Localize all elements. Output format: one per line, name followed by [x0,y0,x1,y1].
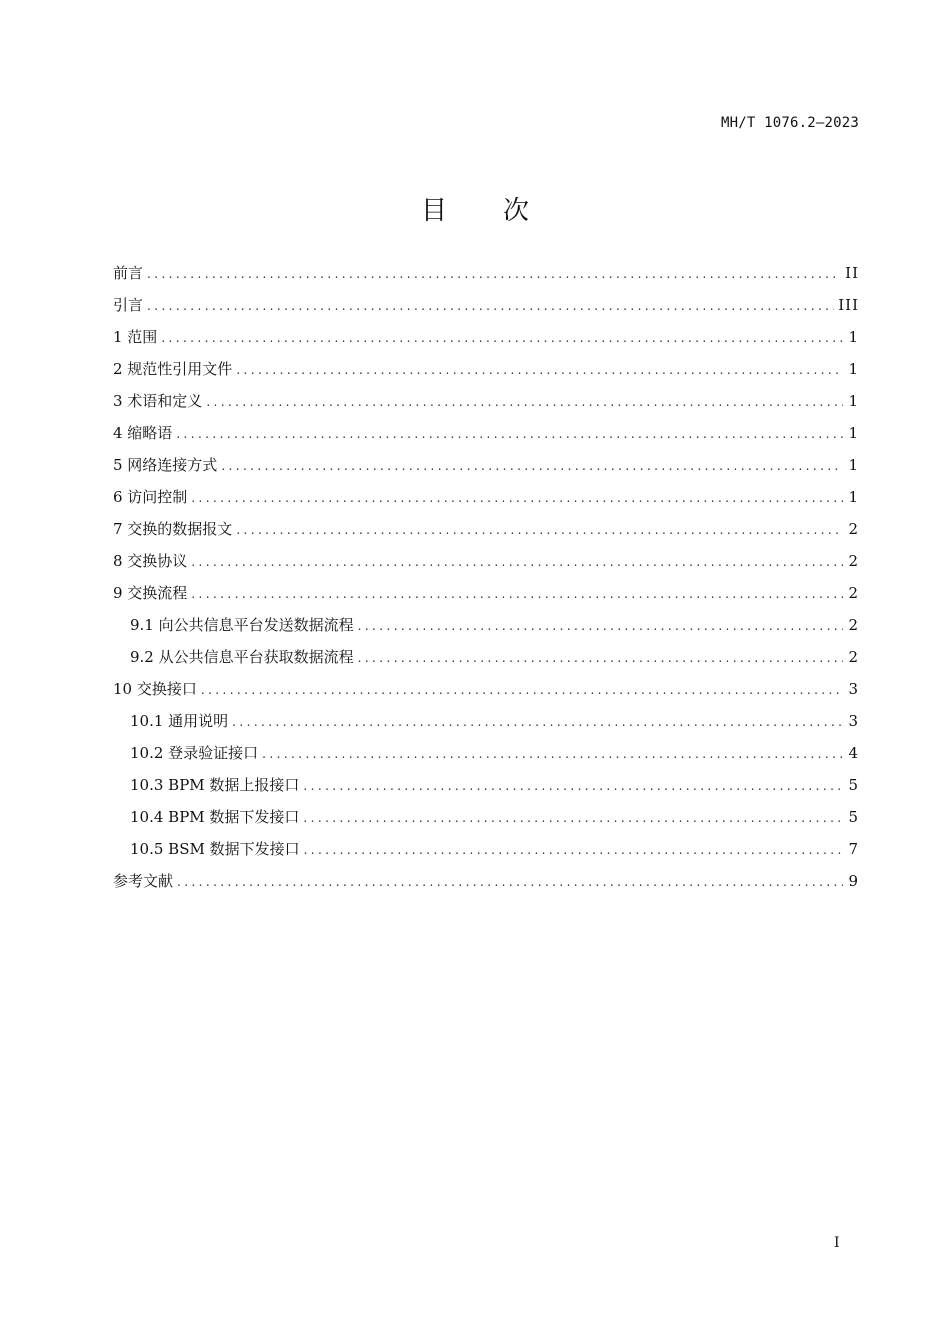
dot-leader [236,356,843,384]
toc-entry-label: 1 范围 [113,328,158,346]
table-of-contents [113,259,859,899]
toc-entry-page: 3 [848,712,859,730]
toc-entry-9-1[interactable] [113,611,859,643]
dot-leader [304,836,843,864]
toc-entry-2[interactable] [113,355,859,387]
toc-entry-6[interactable] [113,483,859,515]
title-char-1: 目 [420,196,447,226]
toc-entry-9[interactable] [113,579,859,611]
toc-entry-page: 1 [848,488,859,506]
toc-entry-label: 2 规范性引用文件 [113,360,233,378]
toc-entry-label: 10.3 BPM 数据上报接口 [130,776,300,794]
toc-entry-page: 1 [848,456,859,474]
toc-entry-page: 2 [848,552,859,570]
dot-leader [303,772,843,800]
toc-entry-7[interactable] [113,515,859,547]
toc-entry-9-2[interactable] [113,643,859,675]
toc-entry-3[interactable] [113,387,859,419]
toc-entry-label: 10.4 BPM 数据下发接口 [130,808,300,826]
toc-entry-10[interactable] [113,675,859,707]
toc-entry-5[interactable] [113,451,859,483]
title-char-2: 次 [503,196,530,226]
toc-entry-label: 3 术语和定义 [113,392,203,410]
dot-leader [303,804,843,832]
document-code: MH/T 1076.2—2023 [720,115,859,131]
toc-entry-10-5[interactable] [113,835,859,867]
toc-entry-label: 10.1 通用说明 [130,712,229,730]
dot-leader [236,516,843,544]
toc-entry-4[interactable] [113,419,859,451]
dot-leader [147,260,841,288]
dot-leader [161,324,843,352]
toc-entry-label: 7 交换的数据报文 [113,520,233,538]
toc-entry-label: 10 交换接口 [113,680,197,698]
toc-entry-page: 5 [848,808,859,826]
toc-entry-label: 5 网络连接方式 [113,456,218,474]
toc-title [0,190,950,227]
toc-entry-page: III [838,296,859,314]
toc-entry-page: II [845,264,859,282]
toc-entry-label: 10.2 登录验证接口 [130,744,259,762]
toc-entry-label: 9.2 从公共信息平台获取数据流程 [130,648,354,666]
toc-entry-page: 1 [848,424,859,442]
toc-entry-introduction[interactable] [113,291,859,323]
dot-leader [147,292,834,320]
dot-leader [191,484,843,512]
toc-entry-10-2[interactable] [113,739,859,771]
toc-entry-label: 10.5 BSM 数据下发接口 [130,840,300,858]
dot-leader [201,676,843,704]
toc-entry-label: 9.1 向公共信息平台发送数据流程 [130,616,354,634]
dot-leader [191,580,843,608]
toc-entry-10-1[interactable] [113,707,859,739]
dot-leader [177,868,843,896]
toc-entry-page: 1 [848,360,859,378]
dot-leader [358,644,843,672]
toc-entry-8[interactable] [113,547,859,579]
toc-entry-label: 前言 [113,264,144,282]
page-number: I [834,1235,840,1251]
dot-leader [232,708,843,736]
toc-entry-label: 4 缩略语 [113,424,173,442]
dot-leader [206,388,843,416]
dot-leader [358,612,843,640]
dot-leader [176,420,843,448]
toc-entry-page: 2 [848,616,859,634]
toc-entry-label: 引言 [113,296,144,314]
toc-entry-page: 2 [848,648,859,666]
toc-entry-page: 2 [848,584,859,602]
toc-entry-page: 1 [848,328,859,346]
dot-leader [221,452,843,480]
toc-entry-10-3[interactable] [113,771,859,803]
toc-entry-label: 参考文献 [113,872,174,890]
toc-entry-foreword[interactable] [113,259,859,291]
toc-entry-10-4[interactable] [113,803,859,835]
dot-leader [191,548,843,576]
toc-entry-bibliography[interactable] [113,867,859,899]
toc-entry-label: 8 交换协议 [113,552,188,570]
toc-entry-page: 2 [848,520,859,538]
toc-entry-page: 5 [848,776,859,794]
toc-entry-page: 1 [848,392,859,410]
toc-entry-label: 9 交换流程 [113,584,188,602]
toc-entry-page: 3 [848,680,859,698]
toc-entry-label: 6 访问控制 [113,488,188,506]
dot-leader [262,740,843,768]
toc-entry-1[interactable] [113,323,859,355]
toc-entry-page: 4 [848,744,859,762]
toc-entry-page: 7 [848,840,859,858]
toc-entry-page: 9 [848,872,859,890]
